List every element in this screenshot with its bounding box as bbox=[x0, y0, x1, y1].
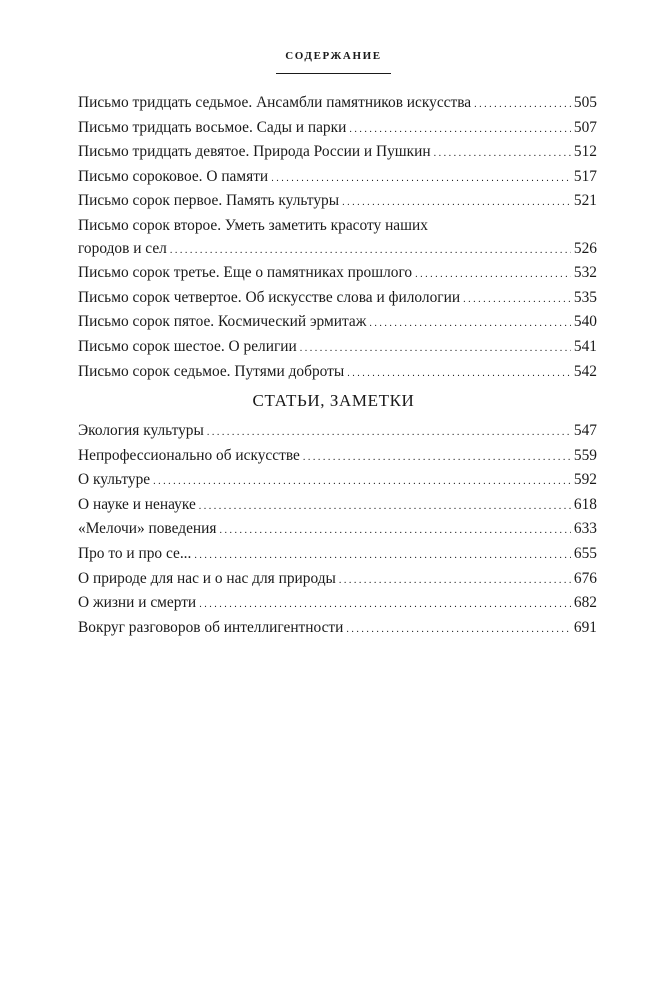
toc-entry-title: О науке и ненауке bbox=[78, 495, 196, 513]
toc-entry bbox=[78, 568, 597, 593]
toc-entry-page: 559 bbox=[573, 446, 597, 464]
toc-leader-dots bbox=[342, 190, 571, 215]
toc-entry-title: Непрофессионально об искусстве bbox=[78, 446, 300, 464]
toc-entry bbox=[78, 311, 597, 336]
toc-entry-page: 540 bbox=[573, 313, 597, 331]
toc-entry bbox=[78, 141, 597, 166]
toc-entry-title: Письмо тридцать восьмое. Сады и парки bbox=[78, 118, 347, 136]
toc-entry-title: «Мелочи» поведения bbox=[78, 520, 217, 538]
toc-entry bbox=[78, 543, 597, 568]
running-head: СОДЕРЖАНИЕ bbox=[285, 50, 382, 62]
toc-leader-dots bbox=[463, 287, 571, 312]
toc-entry-title: Вокруг разговоров об интеллигентности bbox=[78, 618, 344, 636]
toc-entry bbox=[78, 445, 597, 470]
toc-leader-dots bbox=[207, 420, 571, 445]
toc-entry-title: Экология культуры bbox=[78, 422, 204, 439]
toc-entry bbox=[78, 336, 597, 361]
toc-entry-title: Письмо сорок третье. Еще о памятниках прошлого bbox=[78, 264, 413, 282]
toc-entry-page: 633 bbox=[573, 520, 597, 538]
toc-entry-page: 592 bbox=[573, 471, 597, 489]
running-head-rule bbox=[276, 73, 391, 74]
toc-articles-list bbox=[78, 420, 597, 641]
toc-leader-dots bbox=[346, 617, 571, 642]
toc-leader-dots bbox=[474, 92, 571, 117]
toc-leader-dots bbox=[199, 494, 571, 519]
toc-entry bbox=[78, 92, 597, 117]
toc-entry-page: 532 bbox=[573, 264, 597, 282]
section-heading: СТАТЬИ, ЗАМЕТКИ bbox=[252, 391, 415, 410]
toc-entry-title: Письмо сорок первое. Память культуры bbox=[78, 192, 340, 210]
toc-entry-page: 517 bbox=[573, 167, 597, 185]
toc-entry bbox=[78, 518, 597, 543]
toc-entry-title: Письмо сорок пятое. Космический эрмитаж bbox=[78, 313, 367, 331]
toc-entry bbox=[78, 190, 597, 215]
toc-entry bbox=[78, 262, 597, 287]
toc-entry-title: О природе для нас и о нас для природы bbox=[78, 569, 336, 587]
toc-entry bbox=[78, 287, 597, 312]
toc-entry-page: 542 bbox=[573, 362, 597, 380]
toc-entry bbox=[78, 117, 597, 142]
toc-entry bbox=[78, 592, 597, 617]
toc-leader-dots bbox=[415, 262, 571, 287]
toc-leader-dots bbox=[339, 568, 571, 593]
toc-entry-page: 655 bbox=[573, 544, 597, 562]
toc-entry bbox=[78, 494, 597, 519]
toc-leader-dots bbox=[199, 592, 571, 617]
toc-entry-page: 676 bbox=[573, 569, 597, 587]
toc-leader-dots bbox=[303, 445, 571, 470]
toc-entry-page: 535 bbox=[573, 288, 597, 306]
toc-entry-page: 547 bbox=[573, 422, 597, 439]
toc-leader-dots bbox=[349, 117, 571, 142]
toc-entry-title: Про то и про се... bbox=[78, 544, 192, 562]
toc-leader-dots bbox=[434, 141, 571, 166]
toc-entry-page: 618 bbox=[573, 495, 597, 513]
toc-entry-page: 682 bbox=[573, 594, 597, 612]
toc-entry-title-first-line: Письмо сорок второе. Уметь заметить красоту наших bbox=[78, 216, 428, 234]
toc-entry-title: Письмо сороковое. О памяти bbox=[78, 167, 269, 185]
toc-entry bbox=[78, 166, 597, 191]
toc-entry-page: 541 bbox=[573, 337, 597, 355]
toc-entry-title: Письмо сорок седьмое. Путями доброты bbox=[78, 362, 345, 380]
toc-entry-title: Письмо сорок четвертое. Об искусстве слова и филологии bbox=[78, 288, 461, 306]
toc-leader-dots bbox=[300, 336, 571, 361]
toc-leader-dots bbox=[347, 361, 571, 386]
toc-entry-page: 691 bbox=[573, 618, 597, 636]
toc-entry bbox=[78, 361, 597, 386]
toc-entry-title: О культуре bbox=[78, 471, 151, 489]
toc-entry-title: городов и сел bbox=[78, 239, 167, 257]
toc-leader-dots bbox=[271, 166, 571, 191]
toc-entry-title: Письмо сорок шестое. О религии bbox=[78, 337, 297, 355]
toc-entry-page: 526 bbox=[573, 239, 597, 257]
toc-entry bbox=[78, 238, 597, 263]
toc-leader-dots bbox=[219, 518, 570, 543]
toc-entry-page: 521 bbox=[573, 192, 597, 210]
toc-entry bbox=[78, 617, 597, 642]
toc-entry-page: 505 bbox=[573, 94, 597, 111]
toc-entry-page: 507 bbox=[573, 118, 597, 136]
toc-entry-page: 512 bbox=[573, 143, 597, 161]
toc-entry bbox=[78, 420, 597, 445]
toc-entry-title: О жизни и смерти bbox=[78, 594, 197, 612]
toc-entry-title: Письмо тридцать девятое. Природа России и Пушкин bbox=[78, 143, 431, 161]
toc-entry bbox=[78, 469, 597, 494]
toc-leader-dots bbox=[194, 543, 571, 568]
toc-leader-dots bbox=[153, 469, 571, 494]
toc-leader-dots bbox=[369, 311, 571, 336]
toc-entry-title: Письмо тридцать седьмое. Ансамбли памятников искусства bbox=[78, 94, 472, 111]
toc-leader-dots bbox=[170, 238, 571, 263]
toc-letters-list bbox=[78, 92, 597, 385]
